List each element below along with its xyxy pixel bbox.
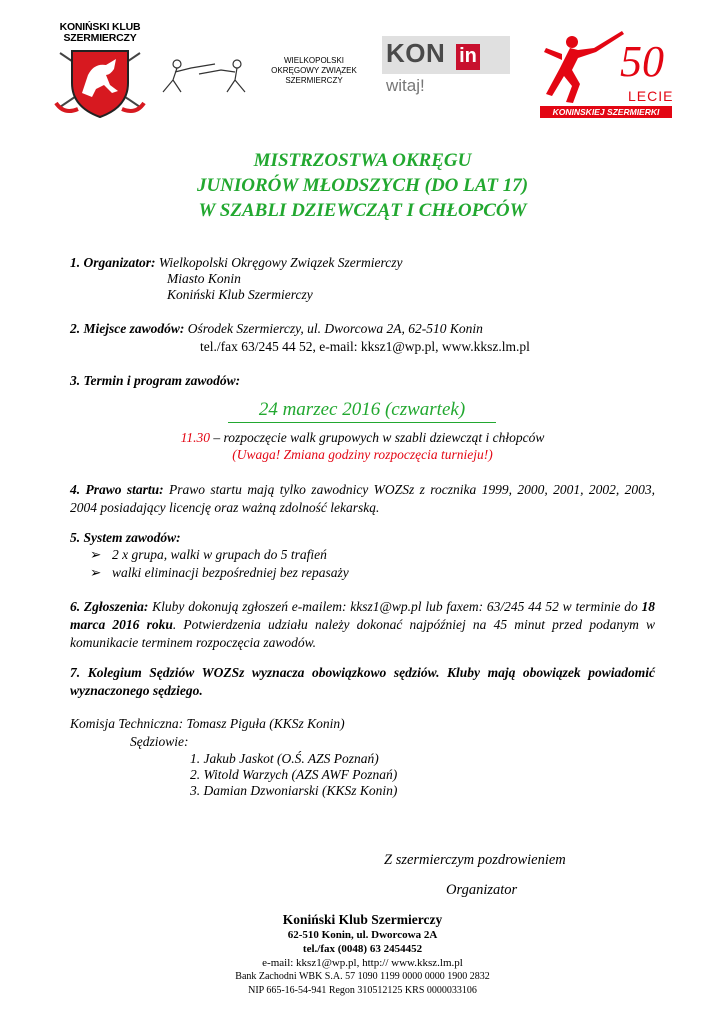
anniversary-number: 50 (620, 37, 664, 86)
club-shield-horse-icon (50, 45, 150, 120)
organizer-value-1: Wielkopolski Okręgowy Związek Szermierczy (158, 255, 403, 270)
title-line-3: W SZABLI DZIEWCZĄT I CHŁOPCÓW (198, 200, 527, 221)
venue-value-2: tel./fax 63/245 44 52, e-mail: kksz1@wp.pl, www.kksz.lm.pl (200, 339, 530, 354)
venue-label: 2. Miejsce zawodów: (70, 321, 185, 336)
organizer-value-2: Miasto Konin (167, 271, 241, 286)
konin-logo-kon: KON (386, 38, 446, 68)
schedule-label: 3. Termin i program zawodów: (70, 373, 241, 388)
registration-paragraph (70, 598, 655, 652)
footer-address: 62-510 Konin, ul. Dworcowa 2A (287, 929, 438, 941)
organizer-line-1 (70, 255, 402, 271)
eligibility-paragraph (70, 481, 655, 517)
registration-text-1: Kluby dokonują zgłoszeń e-mailem: kksz1@wp.pl lub faxem: 63/245 44 52 w terminie do (148, 599, 642, 614)
closing-greeting: Z szermierczym pozdrowieniem (384, 852, 566, 868)
judge-item: 1. Jakub Jaskot (O.Ś. AZS Poznań) (190, 751, 379, 766)
club-logo-title-1: KONIŃSKI KLUB (59, 21, 141, 33)
document-title (0, 148, 725, 223)
anniversary-logo (536, 28, 676, 123)
registration-text-2: . Potwierdzenia udziału należy dokonać najpóźniej na 45 minut przed podanym w komunikacie terminem rozpoczęcia zawodów. (70, 617, 655, 650)
club-logo-title-2: SZERMIERCZY (63, 32, 137, 44)
system-item (90, 565, 349, 581)
footer-web[interactable]: e-mail: kksz1@wp.pl, http:// www.kksz.lm.pl (262, 957, 463, 969)
konin-city-logo (382, 36, 510, 114)
judges-label: Sędziowie: (130, 734, 189, 749)
organizer-label: 1. Organizator: (70, 255, 156, 270)
fencers-icon (155, 50, 255, 100)
title-line-1: MISTRZOSTWA OKRĘGU (253, 150, 472, 171)
wozsz-logo-text (255, 56, 373, 86)
system-label: 5. System zawodów: (70, 530, 181, 545)
arrow-bullet-icon: ➢ (90, 565, 102, 580)
wozsz-line-2: OKRĘGOWY ZWIĄZEK SZERMIERCZY (271, 66, 357, 85)
eligibility-label: 4. Prawo startu: (70, 482, 164, 497)
fencer-silhouette-icon (536, 28, 626, 108)
organizer-value-3: Koniński Klub Szermierczy (167, 287, 313, 302)
start-time-desc: – rozpoczęcie walk grupowych w szabli dziewcząt i chłopców (210, 430, 545, 445)
judge-item: 3. Damian Dzwoniarski (KKSz Konin) (190, 783, 398, 798)
footer-phone: tel./fax (0048) 63 2454452 (302, 943, 423, 955)
registration-label: 6. Zgłoszenia: (70, 599, 149, 614)
header-logos (0, 20, 725, 120)
registration-deadline: 18 marca 2016 roku (70, 599, 655, 632)
footer-club-name: Koniński Klub Szermierczy (282, 912, 443, 927)
anniversary-banner: KONINSKIEJ SZERMIERKI (540, 106, 672, 118)
event-date: 24 marzec 2016 (czwartek) (228, 398, 496, 423)
footer-bank: Bank Zachodni WBK S.A. 57 1090 1199 0000 0000 1900 2832 (235, 971, 490, 982)
closing-signature: Organizator (446, 882, 518, 898)
technical-commission: Komisja Techniczna: Tomasz Piguła (KKSz Konin) (70, 716, 345, 731)
wozsz-line-1: WIELKOPOLSKI (283, 56, 345, 65)
system-item-text: walki eliminacji bezpośredniej bez repasaży (112, 565, 349, 580)
konin-logo-in: in (456, 44, 480, 70)
system-item-text: 2 x grupa, walki w grupach do 5 trafień (112, 547, 327, 562)
system-item (90, 547, 327, 563)
konin-logo-witaj: witaj! (386, 76, 425, 95)
venue-line-1 (70, 321, 483, 337)
referees-college-paragraph: 7. Kolegium Sędziów WOZSz wyznacza obowiązkowo sędziów. Kluby mają obowiązek powiadomić wyznaczonego sędziego. (70, 665, 655, 698)
footer-ids: NIP 665-16-54-941 Regon 310512125 KRS 0000033106 (248, 985, 477, 996)
eligibility-text: Prawo startu mają tylko zawodnicy WOZSz z rocznika 1999, 2000, 2001, 2002, 2003, 2004 posiadający licencję oraz ważną zdolność lekarską. (70, 482, 655, 515)
arrow-bullet-icon: ➢ (90, 547, 102, 562)
wozsz-logo (155, 50, 370, 110)
schedule-note: (Uwaga! Zmiana godziny rozpoczęcia turnieju!) (232, 447, 493, 462)
title-line-2: JUNIORÓW MŁODSZYCH (DO LAT 17) (196, 175, 529, 196)
venue-value-1: Ośrodek Szermierczy, ul. Dworcowa 2A, 62-510 Konin (187, 321, 483, 336)
start-time-line (0, 430, 725, 446)
anniversary-lecie: LECIE (628, 88, 674, 104)
start-time: 11.30 (180, 430, 211, 445)
judge-item: 2. Witold Warzych (AZS AWF Poznań) (190, 767, 398, 782)
club-logo (50, 22, 150, 122)
